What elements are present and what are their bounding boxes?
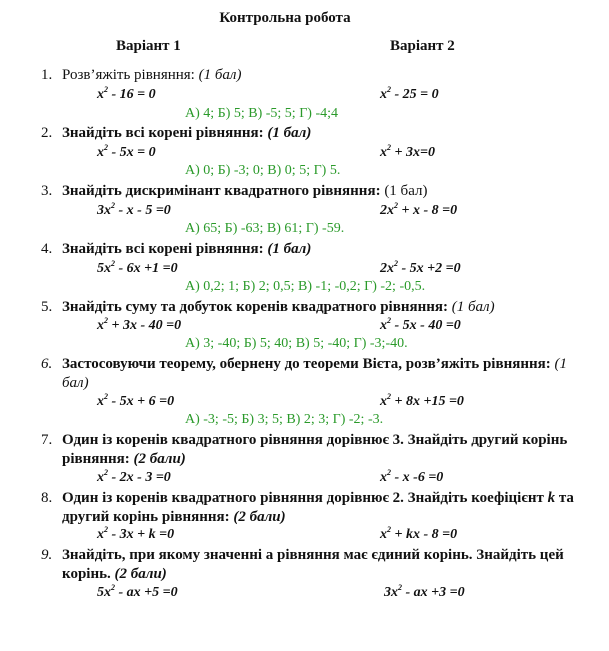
task-points: (2 бали): [114, 566, 167, 582]
equation-variant-1: $x^2 - 16 = 0$: [97, 85, 156, 102]
equation-variant-2: $x^2$ - x -6 =0: [380, 468, 444, 485]
task-points: (1 бал): [62, 356, 567, 391]
equation-variant-2: $3x^2$ - ax +3 =0: [384, 583, 465, 600]
task-text: Застосовуючи теорему, обернену до теореми Вієта, розв’яжіть рівняння: (1 бал): [62, 356, 567, 391]
equation-variant-1: $5x^2$ - ax +5 =0: [97, 583, 178, 600]
equation-variant-1: $5x^2 - 6x +1 =0$: [97, 259, 178, 276]
task-number: 5.: [41, 299, 53, 315]
task-points: (1 бал): [198, 67, 242, 83]
task-text: Знайдіть всі корені рівняння: (1 бал): [62, 125, 312, 141]
task-points: (1 бал): [384, 183, 428, 199]
variant-2-heading: Варіант 2: [390, 38, 455, 54]
task-number: 4.: [41, 241, 53, 257]
task-points: (2 бали): [133, 451, 186, 467]
equation-variant-1: $x^2 - 3x + k =0$: [97, 525, 175, 542]
page-title: Контрольна робота: [219, 10, 351, 26]
variant-1-heading: Варіант 1: [116, 38, 181, 54]
answer-options: А) -3; -5; Б) 3; 5; В) 2; 3; Г) -2; -3.: [185, 412, 384, 427]
answer-options: А) 0; Б) -3; 0; В) 0; 5; Г) 5.: [185, 163, 341, 178]
equation-variant-2: $x^2 - 5x - 40 =0$: [380, 316, 461, 333]
task-points: (1 бал): [267, 125, 312, 141]
task-points: (2 бали): [233, 509, 286, 525]
task-number: 7.: [41, 432, 53, 448]
equation-variant-1: $x^2 - 2x - 3 =0$: [97, 468, 171, 485]
answer-options: А) 65; Б) -63; В) 61; Г) -59.: [185, 221, 345, 236]
equation-variant-2: $x^2$ + kx - 8 =0: [380, 525, 458, 542]
task-number: 3.: [41, 183, 53, 199]
task-number: 6.: [41, 356, 53, 372]
task-number: 9.: [41, 547, 53, 563]
task-points: (1 бал): [267, 241, 312, 257]
equation-variant-2: $x^2 + 3x=0$: [380, 143, 435, 160]
equation-variant-1: $3x^2 - x - 5 =0$: [97, 201, 171, 218]
equation-variant-2: $2x^2 + x - 8 =0$: [380, 201, 458, 218]
answer-options: А) 4; Б) 5; В) -5; 5; Г) -4;4: [185, 106, 339, 121]
task-text: Знайдіть, при якому значенні а рівняння має єдиний корінь. Знайдіть цей корінь. (2 бали): [62, 547, 564, 582]
task-number: 8.: [41, 490, 53, 506]
equation-variant-2: $x^2 - 25 = 0$: [380, 85, 439, 102]
task-number: 1.: [41, 67, 53, 83]
task-text: Знайдіть суму та добуток коренів квадратного рівняння: (1 бал): [62, 299, 495, 315]
equation-variant-2: $2x^2 - 5x +2 =0$: [380, 259, 461, 276]
equation-variant-1: $x^2 - 5x + 6 =0$: [97, 392, 175, 409]
task-text: Один із коренів квадратного рівняння дорівнює 3. Знайдіть другий корінь рівняння: (2 бали): [62, 432, 568, 467]
equation-variant-1: $x^2 - 5x = 0$: [97, 143, 156, 160]
task-text: Знайдіть всі корені рівняння: (1 бал): [62, 241, 312, 257]
task-text: Один із коренів квадратного рівняння дорівнює 2. Знайдіть коефіцієнт k та другий корінь рівняння: (2 бали): [62, 490, 574, 525]
task-text: Розв’яжіть рівняння: (1 бал): [62, 67, 242, 83]
equation-variant-2: $x^2 + 8x +15 =0$: [380, 392, 464, 409]
task-text: Знайдіть дискримінант квадратного рівняння: (1 бал): [62, 183, 428, 199]
answer-options: А) 0,2; 1; Б) 2; 0,5; В) -1; -0,2; Г) -2; -0,5.: [185, 279, 426, 294]
equation-variant-1: $x^2 + 3x - 40 =0$: [97, 316, 182, 333]
task-number: 2.: [41, 125, 53, 141]
task-points: (1 бал): [451, 299, 495, 315]
answer-options: А) 3; -40; Б) 5; 40; В) 5; -40; Г) -3;-40.: [185, 336, 408, 351]
